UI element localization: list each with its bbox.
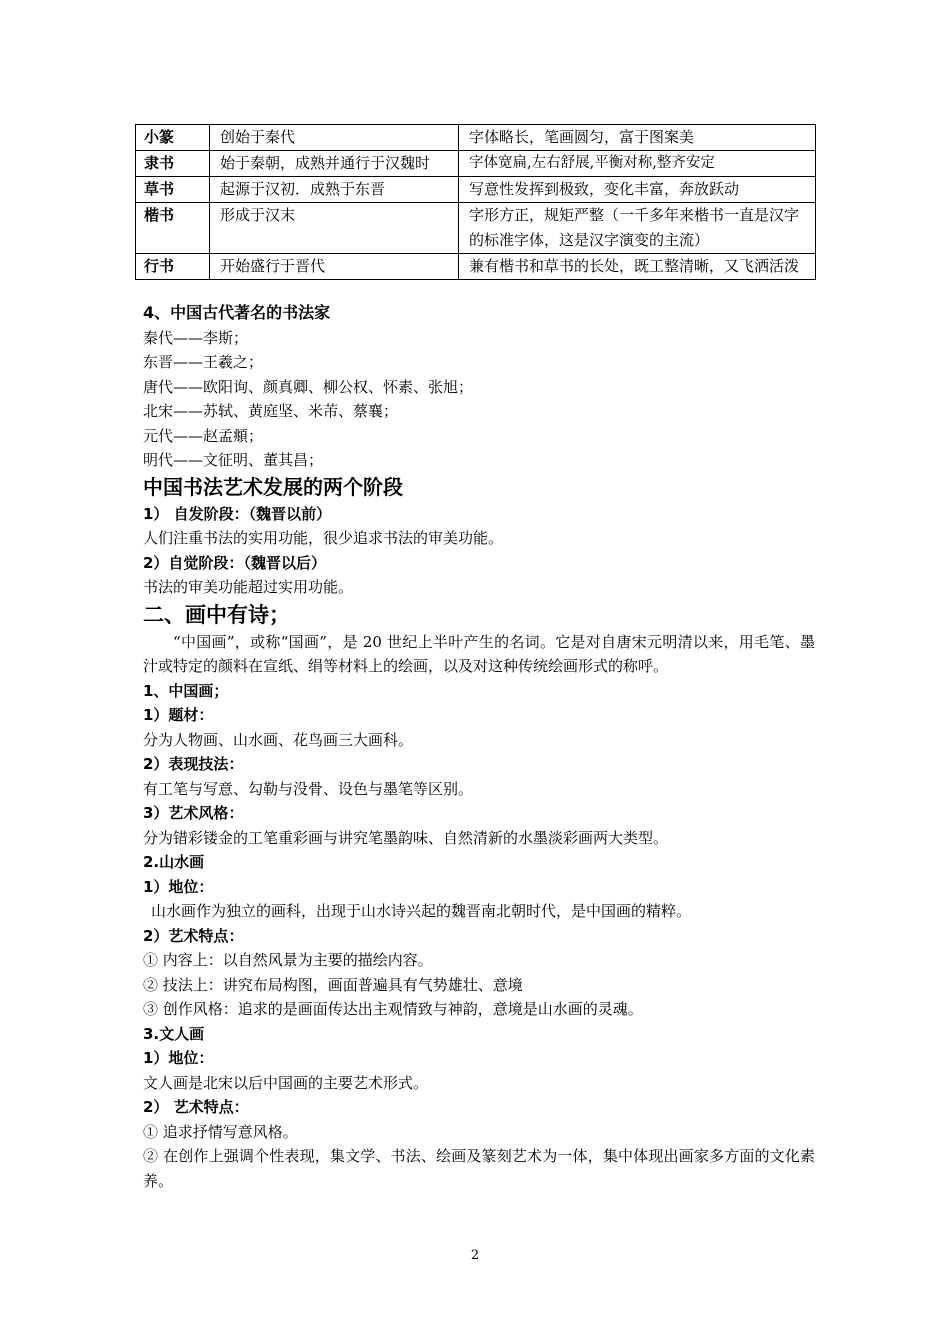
section-heading: 中国书法艺术发展的两个阶段 bbox=[143, 474, 403, 499]
script-features: 字形方正，规矩严整（一千多年来楷书一直是汉字的标准字体，这是汉字演变的主流） bbox=[459, 203, 816, 254]
subheading: 2.山水画 bbox=[143, 853, 205, 871]
body-text: 有工笔与写意、勾勒与没骨、设色与墨笔等区别。 bbox=[143, 779, 474, 798]
table-row bbox=[136, 125, 816, 151]
list-item: ② 技法上：讲究布局构图，画面普遍具有气势雄壮、意境 bbox=[143, 975, 523, 994]
list-item: 东晋——王羲之； bbox=[143, 353, 264, 371]
script-name: 小篆 bbox=[136, 125, 210, 151]
list-item: ③ 创作风格：追求的是画面传达出主观情致与神韵，意境是山水画的灵魂。 bbox=[143, 1000, 643, 1018]
table-row bbox=[136, 177, 816, 203]
script-origin: 创始于秦代 bbox=[210, 125, 459, 151]
subheading: 1）地位： bbox=[143, 1049, 214, 1067]
list-item: 唐代——欧阳询、颜真卿、柳公权、怀素、张旭； bbox=[143, 377, 474, 396]
intro-paragraph: “中国画”，或称“国画”，是 20 世纪上半叶产生的名词。它是对自唐宋元明清以来，用毛笔、墨汁或特定的颜料在宣纸、绢等材料上的绘画，以及对这种传统绘画形式的称呼。 bbox=[143, 632, 815, 675]
subheading: 2）自觉阶段：（魏晋以后） bbox=[143, 553, 326, 572]
script-origin: 起源于汉初．成熟于东晋 bbox=[210, 177, 459, 203]
body-text: 人们注重书法的实用功能，很少追求书法的审美功能。 bbox=[143, 529, 504, 547]
subheading: 2） 艺术特点： bbox=[143, 1098, 249, 1116]
script-features: 字体宽扁,左右舒展,平衡对称,整齐安定 bbox=[459, 151, 816, 177]
subheading: 2）表现技法： bbox=[143, 755, 244, 773]
script-features: 写意性发挥到极致，变化丰富，奔放跃动 bbox=[459, 177, 816, 203]
script-styles-table bbox=[135, 124, 816, 280]
subheading: 1）题材： bbox=[143, 706, 214, 724]
list-item: 元代——赵孟頫； bbox=[143, 426, 264, 445]
table-row bbox=[136, 151, 816, 177]
list-item: 北宋——苏轼、黄庭坚、米芾、蔡襄； bbox=[143, 402, 399, 420]
subheading: 3）艺术风格： bbox=[143, 804, 244, 822]
subheading: 1）地位： bbox=[143, 877, 214, 896]
list-item: ① 内容上：以自然风景为主要的描绘内容。 bbox=[143, 951, 433, 969]
body-text: 分为错彩镂金的工笔重彩画与讲究笔墨韵味、自然清新的水墨淡彩画两大类型。 bbox=[143, 828, 669, 847]
subheading: 1、中国画； bbox=[143, 681, 229, 700]
chapter-heading: 二、画中有诗； bbox=[143, 602, 290, 627]
script-name: 楷书 bbox=[136, 203, 210, 254]
page-number: 2 bbox=[470, 1248, 480, 1263]
script-origin: 开始盛行于晋代 bbox=[210, 254, 459, 280]
list-item: 明代——文征明、董其昌； bbox=[143, 451, 324, 469]
list-item: ① 追求抒情写意风格。 bbox=[143, 1122, 298, 1141]
script-origin: 始于秦朝，成熟并通行于汉魏时 bbox=[210, 151, 459, 177]
list-item: 秦代——李斯； bbox=[143, 328, 249, 347]
body-text: 文人画是北宋以后中国画的主要艺术形式。 bbox=[143, 1073, 429, 1092]
subheading: 3.文人画 bbox=[143, 1024, 205, 1043]
script-features: 兼有楷书和草书的长处，既工整清晰，又飞洒活泼 bbox=[459, 254, 816, 280]
subheading: 2）艺术特点： bbox=[143, 926, 244, 945]
body-text: 山水画作为独立的画科，出现于山水诗兴起的魏晋南北朝时代，是中国画的精粹。 bbox=[151, 902, 692, 920]
script-name: 行书 bbox=[136, 254, 210, 280]
table-row bbox=[136, 254, 816, 280]
list-item: ② 在创作上强调个性表现，集文学、书法、绘画及篆刻艺术为一体，集中体现出画家多方面的文化素养。 bbox=[143, 1147, 815, 1190]
body-text: 书法的审美功能超过实用功能。 bbox=[143, 578, 354, 596]
body-text: 分为人物画、山水画、花鸟画三大画科。 bbox=[143, 730, 414, 749]
section-heading: 4、中国古代著名的书法家 bbox=[143, 303, 331, 322]
script-origin: 形成于汉末 bbox=[210, 203, 459, 254]
table-row bbox=[136, 203, 816, 254]
script-features: 字体略长，笔画圆匀，富于图案美 bbox=[459, 125, 816, 151]
script-name: 草书 bbox=[136, 177, 210, 203]
script-name: 隶书 bbox=[136, 151, 210, 177]
subheading: 1） 自发阶段：（魏晋以前） bbox=[143, 504, 332, 523]
main-content bbox=[143, 301, 815, 1193]
